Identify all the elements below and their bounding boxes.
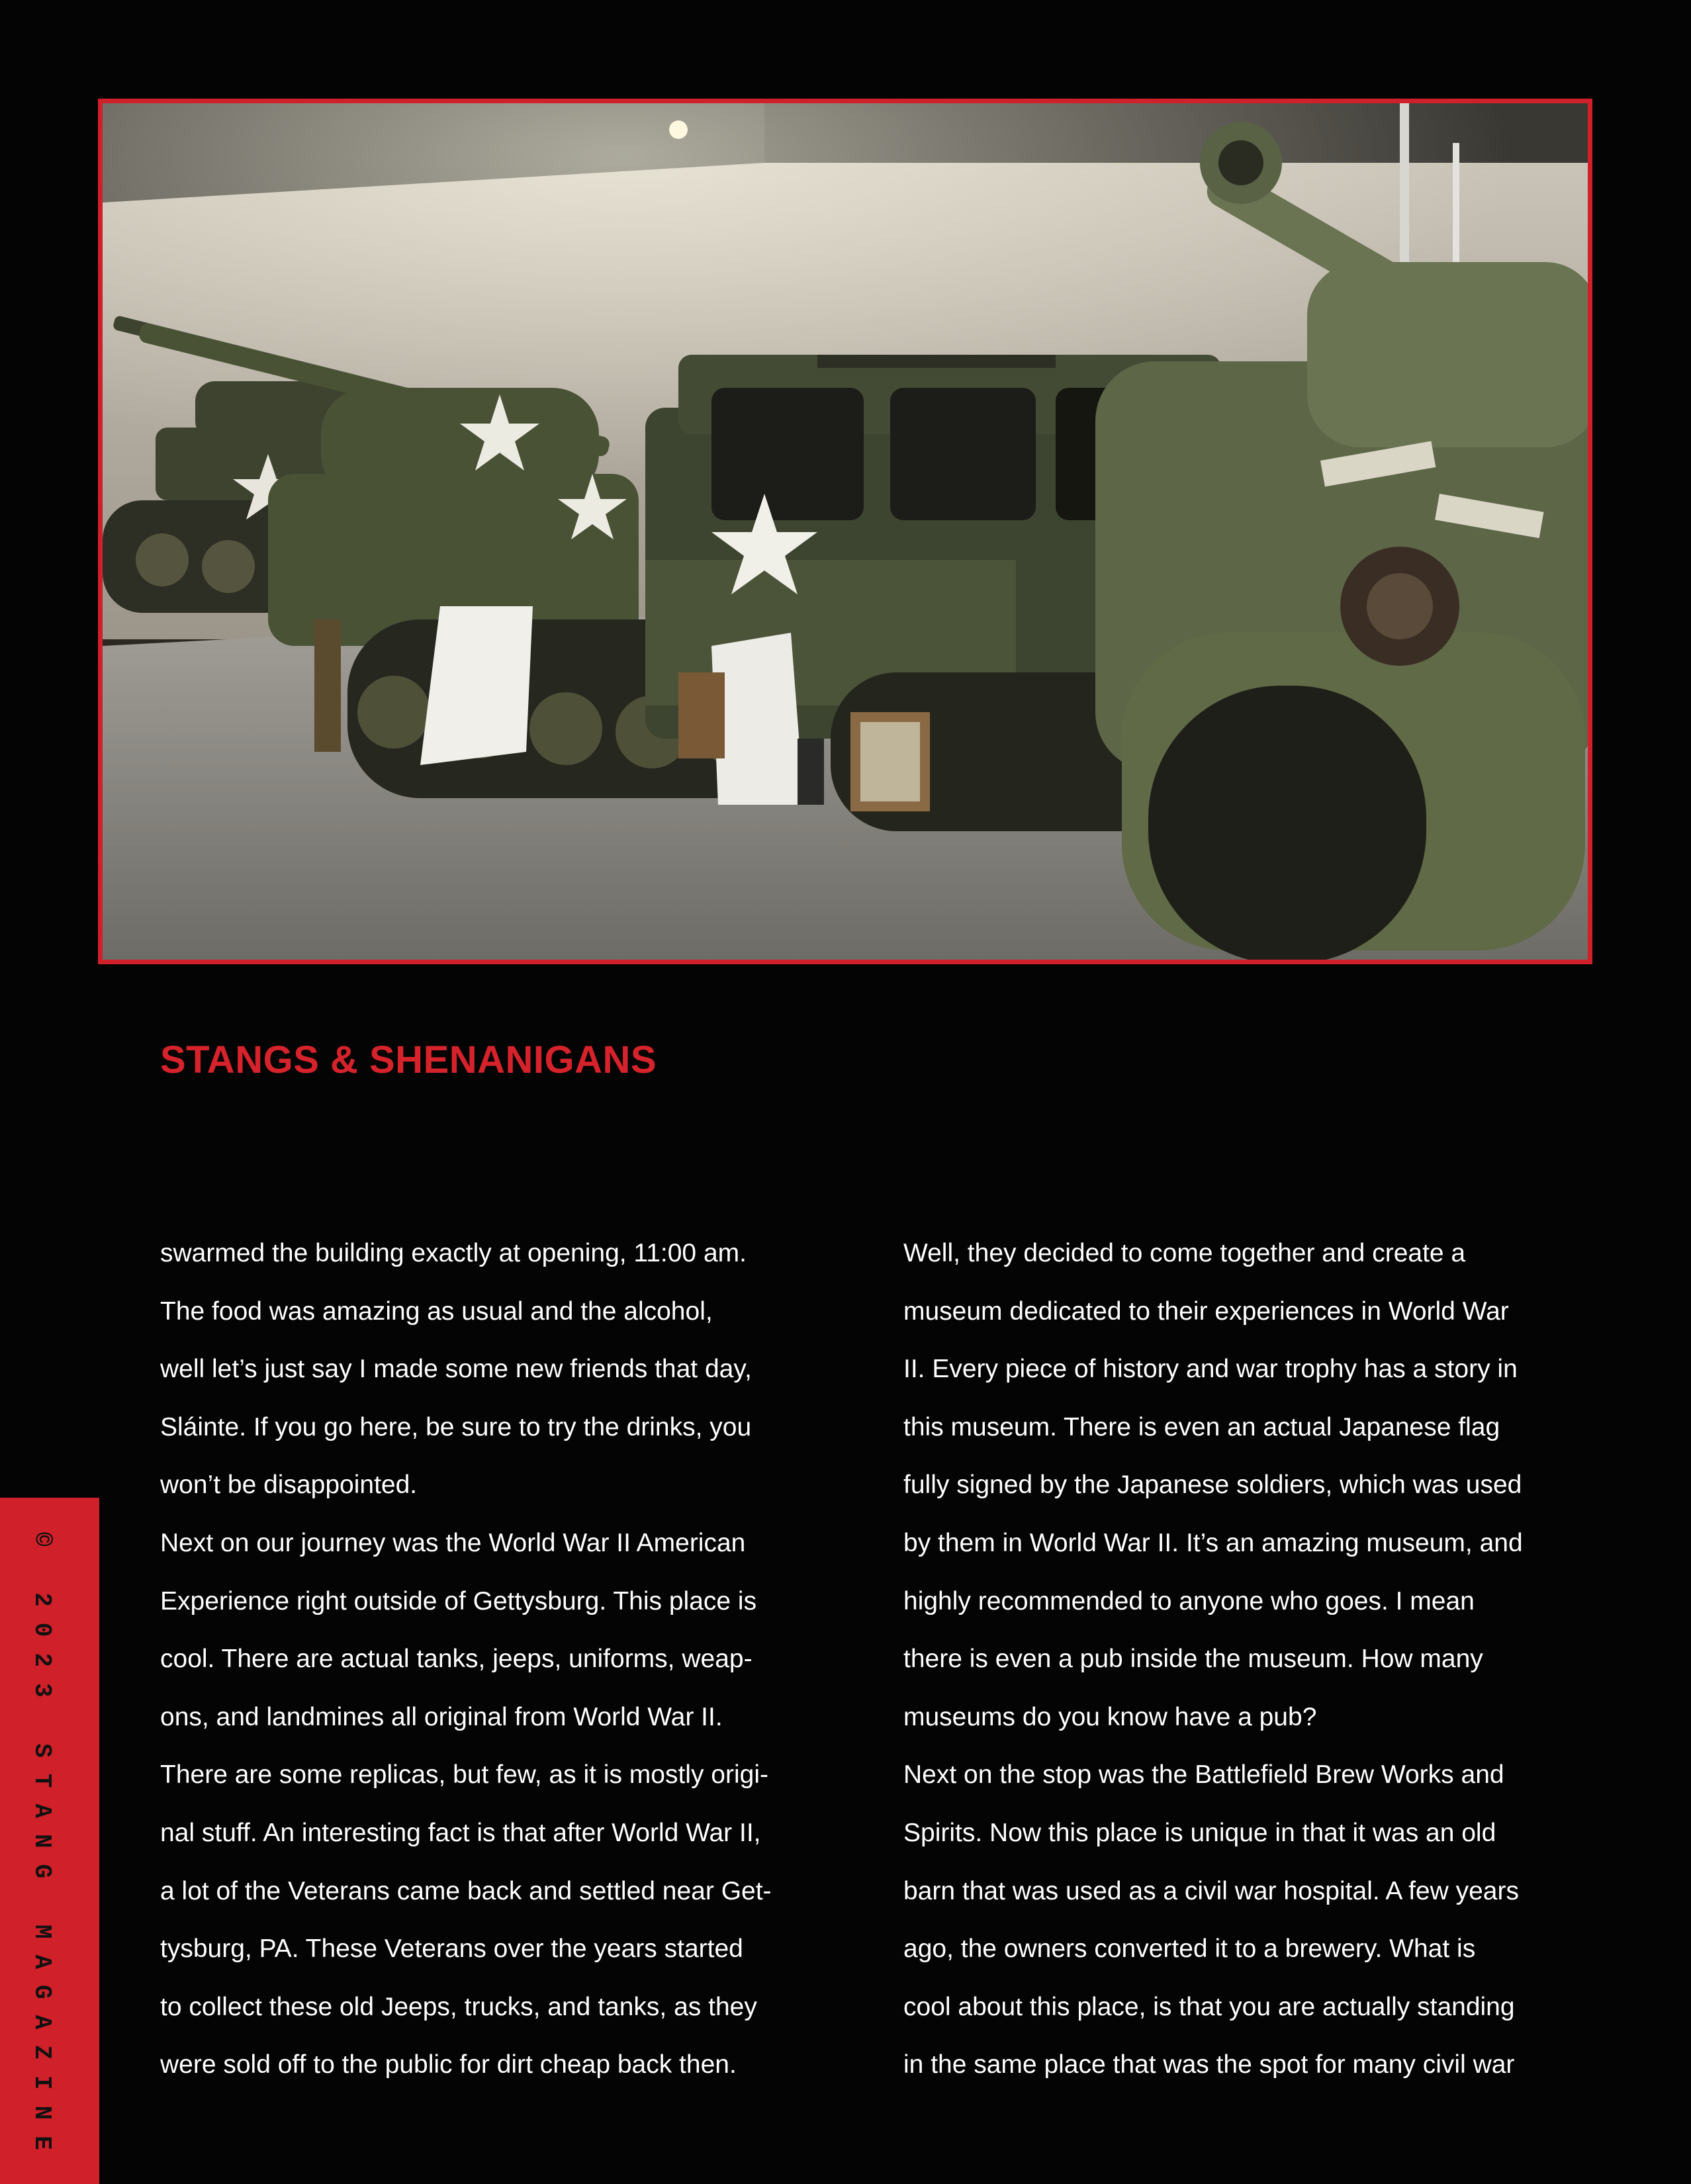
museum-tanks-image [103, 103, 1588, 960]
text-line: a lot of the Veterans came back and settled near Get- [160, 1876, 772, 1905]
text-line: museum dedicated to their experiences in World War [903, 1297, 1509, 1326]
text-line: cool. There are actual tanks, jeeps, uniforms, weap- [160, 1645, 753, 1674]
text-line: Next on our journey was the World War II American [160, 1528, 746, 1557]
text-line: The food was amazing as usual and the alcohol, [160, 1297, 713, 1326]
text-line: ons, and landmines all original from World War II. [160, 1702, 723, 1731]
text-line: fully signed by the Japanese soldiers, which was used [903, 1471, 1522, 1500]
text-line: well let’s just say I made some new friends that day, [160, 1355, 752, 1384]
text-line: by them in World War II. It’s an amazing museum, and [903, 1528, 1523, 1557]
text-line: Sláinte. If you go here, be sure to try the drinks, you [160, 1412, 752, 1441]
text-line: cool about this place, is that you are actually standing [903, 1992, 1515, 2021]
text-line: nal stuff. An interesting fact is that after World War II, [160, 1818, 761, 1847]
text-line: were sold off to the public for dirt cheap back then. [160, 2050, 737, 2079]
text-line: There are some replicas, but few, as it is mostly origi- [160, 1760, 768, 1790]
article-column-left [160, 1224, 822, 2094]
article-column-right [903, 1224, 1565, 2094]
text-line: Experience right outside of Gettysburg. This place is [160, 1586, 757, 1615]
text-line: there is even a pub inside the museum. How many [903, 1645, 1483, 1674]
text-line: in the same place that was the spot for many civil war [903, 2050, 1515, 2079]
text-line: this museum. There is even an actual Japanese flag [903, 1412, 1500, 1441]
text-line: highly recommended to anyone who goes. I mean [903, 1586, 1475, 1615]
copyright-text: © 2023 STANG MAGAZINE [28, 1532, 56, 2166]
text-line: Next on the stop was the Battlefield Brew Works and [903, 1760, 1504, 1790]
section-title: STANGS & SHENANIGANS [160, 1038, 657, 1081]
text-line: won’t be disappointed. [160, 1471, 418, 1500]
text-line: II. Every piece of history and war trophy has a story in [903, 1355, 1518, 1384]
text-line: Spirits. Now this place is unique in that it was an old [903, 1818, 1496, 1847]
text-line: Well, they decided to come together and create a [903, 1239, 1466, 1267]
text-line: ago, the owners converted it to a brewery. What is [903, 1934, 1476, 1964]
text-line: to collect these old Jeeps, trucks, and tanks, as they [160, 1992, 757, 2021]
text-line: museums do you know have a pub? [903, 1702, 1317, 1731]
text-line: swarmed the building exactly at opening, 11:00 am. [160, 1239, 747, 1267]
text-line: barn that was used as a civil war hospital. A few years [903, 1876, 1519, 1905]
feature-photo [98, 99, 1592, 964]
text-line: tysburg, PA. These Veterans over the years started [160, 1934, 743, 1964]
